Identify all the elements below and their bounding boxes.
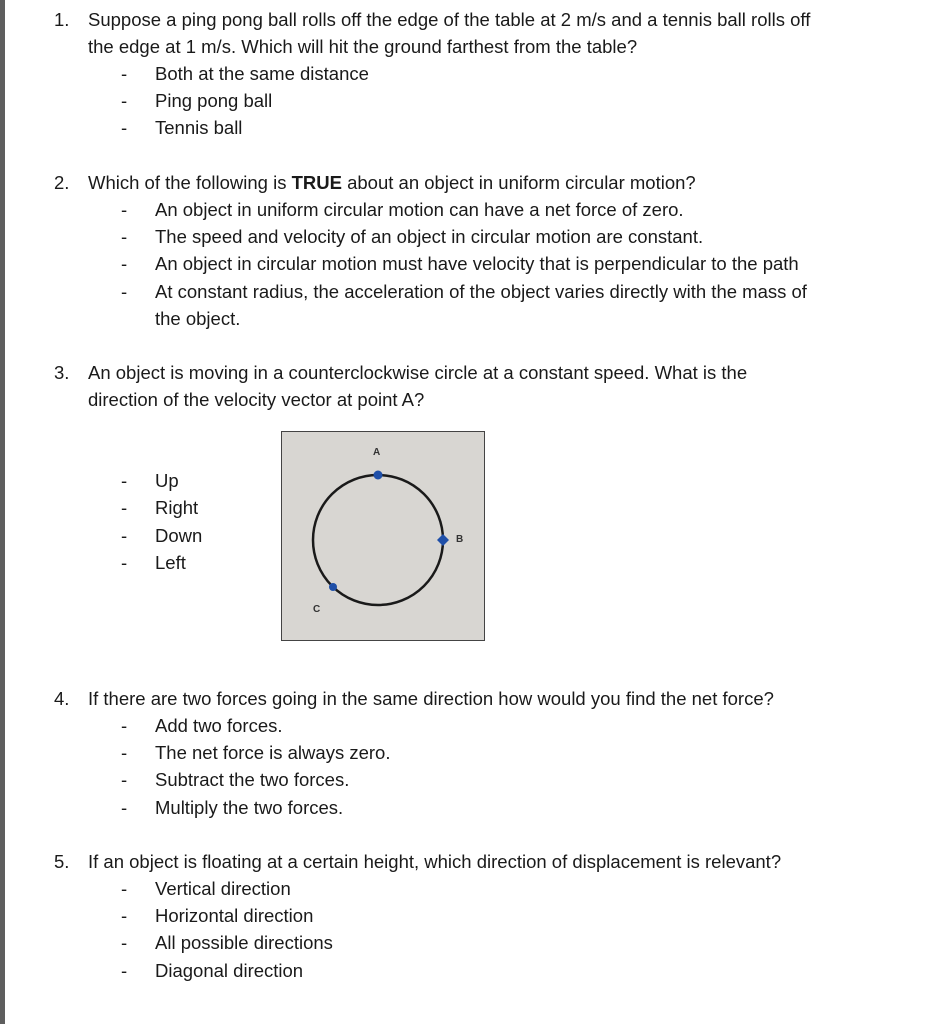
option-text[interactable]: An object in circular motion must have velocity that is perpendicular to the path [155, 253, 799, 274]
question-text-line: Which of the following is TRUE about an object in uniform circular motion? [88, 172, 696, 193]
option-text[interactable]: Right [155, 497, 199, 518]
point-a-label: A [373, 447, 381, 458]
option-text[interactable]: Ping pong ball [155, 90, 273, 111]
option-dash: - [121, 90, 128, 111]
question-text-line: Suppose a ping pong ball rolls off the edge of the table at 2 m/s and a tennis ball rolls off [88, 9, 811, 30]
question-text-line: the edge at 1 m/s. Which will hit the ground farthest from the table? [88, 36, 638, 57]
option-dash: - [121, 715, 128, 736]
option-text[interactable]: All possible directions [155, 932, 333, 953]
question-text-line: direction of the velocity vector at point A? [88, 389, 425, 410]
option-dash: - [121, 525, 128, 546]
option-text[interactable]: Multiply the two forces. [155, 797, 344, 818]
question-text-line: If an object is floating at a certain height, which direction of displacement is relevant? [88, 851, 782, 872]
question-number: 1. [54, 9, 70, 30]
option-text[interactable]: Add two forces. [155, 715, 283, 736]
option-text[interactable]: Diagonal direction [155, 960, 304, 981]
option-dash: - [121, 769, 128, 790]
option-text[interactable]: Both at the same distance [155, 63, 369, 84]
question-number: 5. [54, 851, 70, 872]
option-dash: - [121, 253, 128, 274]
point-a-dot [374, 471, 383, 480]
point-c-label: C [313, 604, 321, 615]
option-text[interactable]: Tennis ball [155, 117, 243, 138]
option-text[interactable]: Left [155, 552, 186, 573]
option-dash: - [121, 742, 128, 763]
option-dash: - [121, 281, 128, 302]
point-b-label: B [456, 534, 464, 545]
option-text[interactable]: Down [155, 525, 203, 546]
option-text[interactable]: Up [155, 470, 179, 491]
question-number: 4. [54, 688, 70, 709]
option-text-continuation[interactable]: the object. [155, 308, 241, 329]
option-dash: - [121, 960, 128, 981]
option-dash: - [121, 199, 128, 220]
option-dash: - [121, 63, 128, 84]
question-number: 2. [54, 172, 70, 193]
option-text[interactable]: The speed and velocity of an object in circular motion are constant. [155, 226, 704, 247]
option-dash: - [121, 117, 128, 138]
point-b-marker [437, 534, 449, 546]
option-dash: - [121, 797, 128, 818]
option-text[interactable]: At constant radius, the acceleration of the object varies directly with the mass of [155, 281, 807, 302]
option-dash: - [121, 552, 128, 573]
page-left-edge [0, 0, 5, 1024]
option-dash: - [121, 878, 128, 899]
option-dash: - [121, 470, 128, 491]
point-c-dot [329, 583, 337, 591]
option-text[interactable]: Horizontal direction [155, 905, 314, 926]
circular-motion-diagram [281, 431, 485, 641]
emphasis-true: TRUE [291, 172, 342, 193]
option-text[interactable]: The net force is always zero. [155, 742, 391, 763]
option-dash: - [121, 932, 128, 953]
option-text[interactable]: Vertical direction [155, 878, 291, 899]
option-text[interactable]: Subtract the two forces. [155, 769, 350, 790]
option-dash: - [121, 497, 128, 518]
question-number: 3. [54, 362, 70, 383]
question-text-line: If there are two forces going in the same direction how would you find the net force? [88, 688, 774, 709]
question-text-line: An object is moving in a counterclockwise circle at a constant speed. What is the [88, 362, 748, 383]
option-dash: - [121, 226, 128, 247]
option-dash: - [121, 905, 128, 926]
option-text[interactable]: An object in uniform circular motion can have a net force of zero. [155, 199, 684, 220]
